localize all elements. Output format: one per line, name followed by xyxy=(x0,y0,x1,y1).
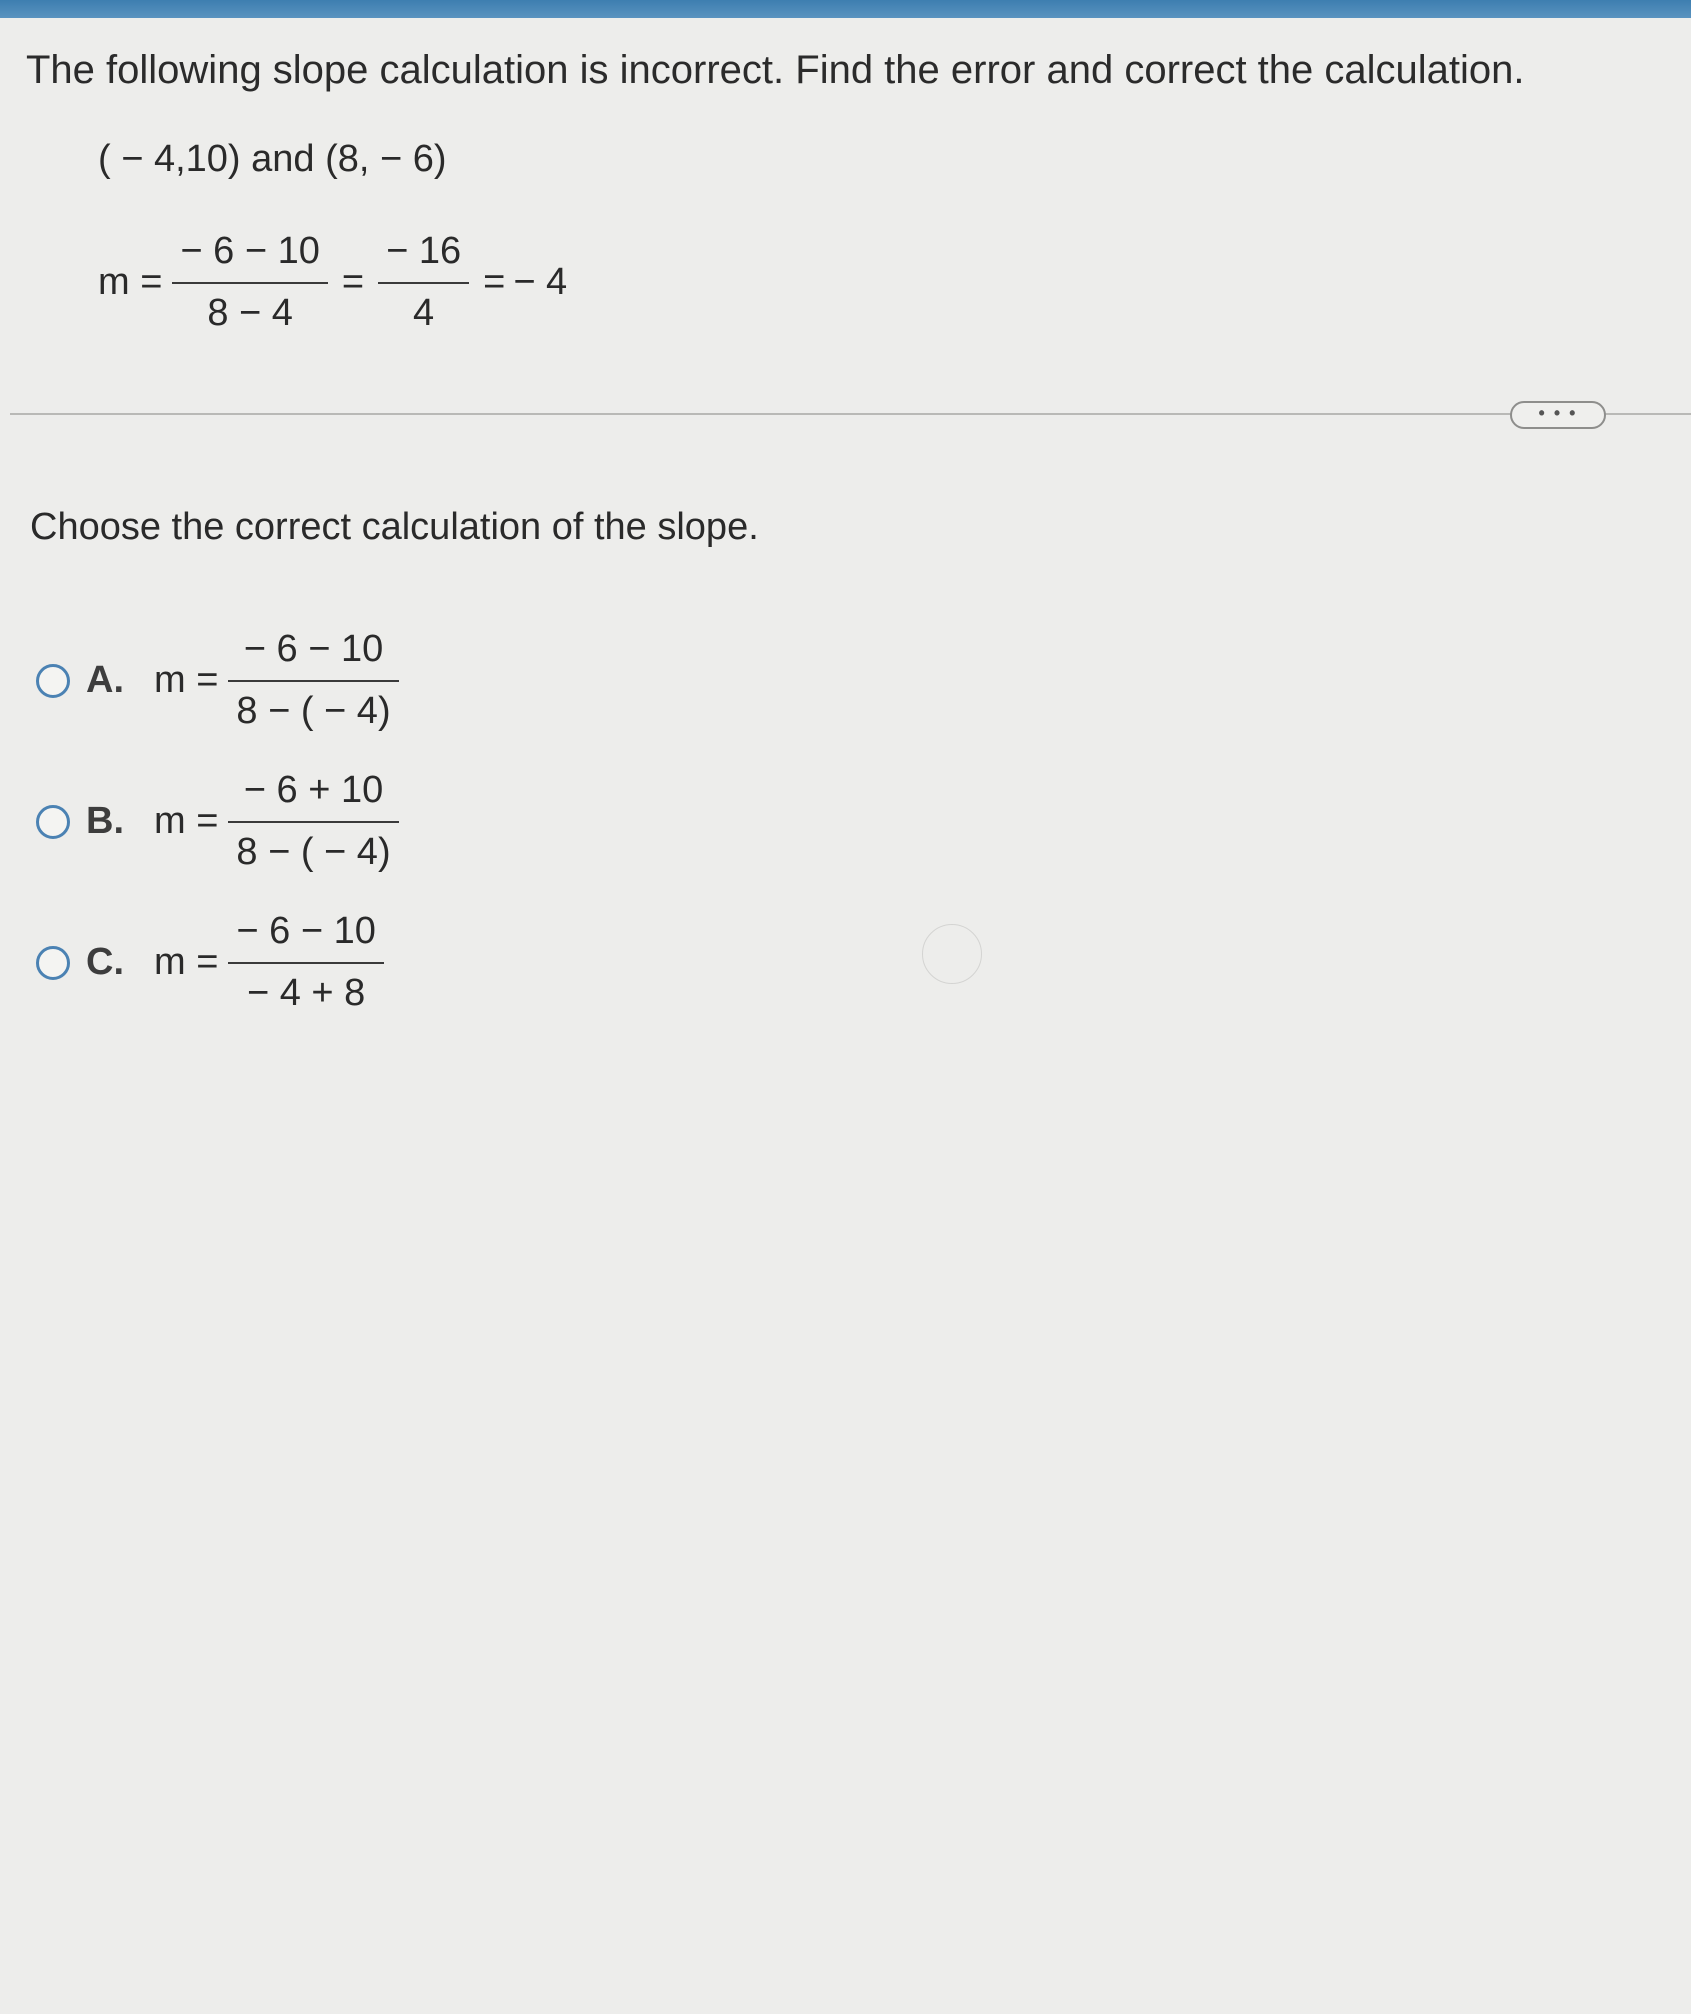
screen-smudge xyxy=(922,924,982,984)
radio-button-c[interactable] xyxy=(36,946,70,980)
option-letter: A. xyxy=(86,659,124,701)
option-c-denominator: − 4 + 8 xyxy=(246,971,366,1014)
given-fraction-1-denominator: 8 − 4 xyxy=(207,291,293,334)
answer-option-b[interactable] xyxy=(36,767,409,876)
option-b-denominator: 8 − ( − 4) xyxy=(236,830,391,873)
option-letter: B. xyxy=(86,800,124,842)
option-b-numerator: − 6 + 10 xyxy=(243,769,384,811)
section-divider xyxy=(10,413,1691,415)
fraction-bar xyxy=(228,680,398,682)
given-fraction-1-numerator: − 6 − 10 xyxy=(180,230,320,272)
answer-option-a[interactable] xyxy=(36,626,409,735)
option-a-numerator: − 6 − 10 xyxy=(243,628,384,670)
more-options-button[interactable]: • • • xyxy=(1510,401,1606,429)
equals-sign: = xyxy=(341,261,365,303)
fraction-bar xyxy=(228,821,398,823)
fraction-bar xyxy=(228,962,383,964)
option-c-numerator: − 6 − 10 xyxy=(236,910,376,952)
option-lhs: m = xyxy=(154,800,219,842)
given-result: − 4 xyxy=(513,261,568,303)
equals-sign: = xyxy=(483,261,506,303)
answer-prompt: Choose the correct calculation of the slope. xyxy=(30,506,759,548)
given-fraction-2-denominator: 4 xyxy=(413,291,435,334)
option-lhs: m = xyxy=(154,659,219,701)
slope-lhs: m = xyxy=(98,261,163,303)
given-calculation xyxy=(98,228,571,337)
question-text: The following slope calculation is incorrect. Find the error and correct the calculation. xyxy=(26,48,1525,92)
given-fraction-2-numerator: − 16 xyxy=(386,230,462,272)
radio-button-b[interactable] xyxy=(36,805,70,839)
option-c-fraction xyxy=(228,908,383,1017)
option-a-fraction xyxy=(228,626,398,735)
option-letter: C. xyxy=(86,941,124,983)
radio-button-a[interactable] xyxy=(36,664,70,698)
answer-option-c[interactable] xyxy=(36,908,394,1017)
given-fraction-2 xyxy=(378,228,469,337)
fraction-bar xyxy=(378,282,469,284)
option-b-fraction xyxy=(228,767,398,876)
fraction-bar xyxy=(172,282,327,284)
option-a-denominator: 8 − ( − 4) xyxy=(236,689,391,732)
given-fraction-1 xyxy=(172,228,327,337)
option-lhs: m = xyxy=(154,941,219,983)
given-points: ( − 4,10) and (8, − 6) xyxy=(98,138,447,180)
top-bar xyxy=(0,0,1691,18)
